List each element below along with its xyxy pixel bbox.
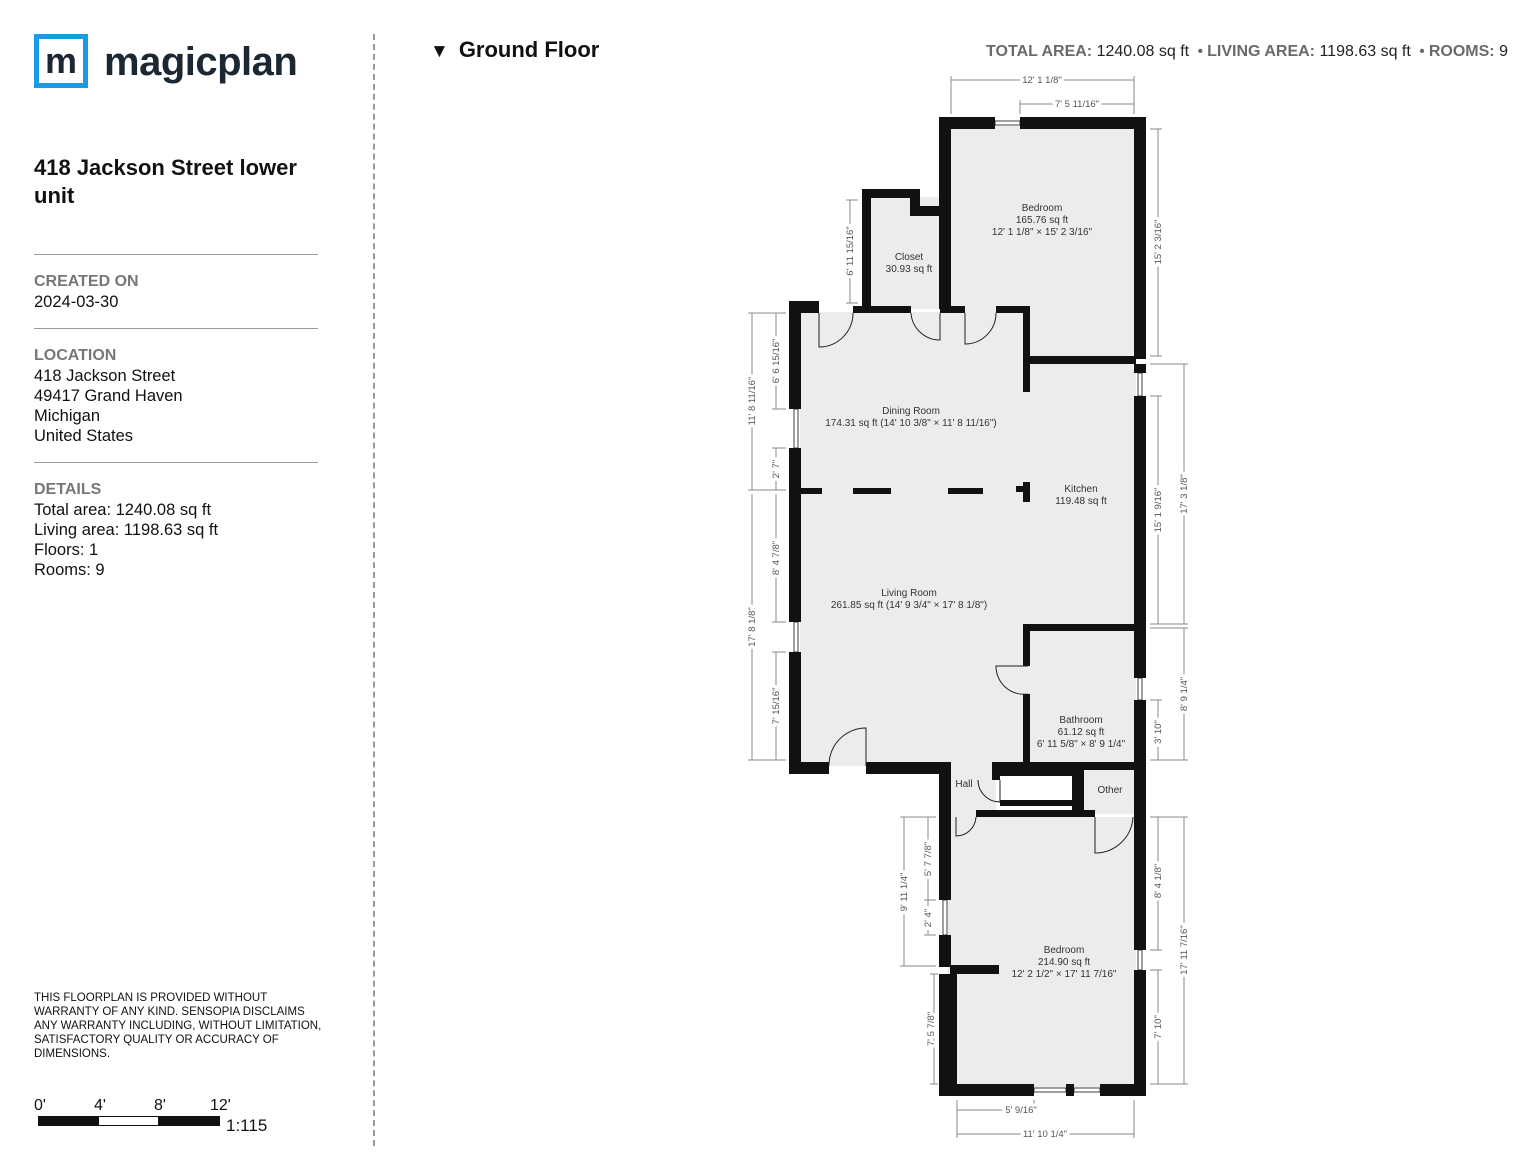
room-area: 214.90 sq ft <box>1037 957 1091 968</box>
window <box>1074 1088 1100 1092</box>
room-name: Hall <box>955 779 973 790</box>
window <box>1138 678 1142 700</box>
room-area: 261.85 sq ft (14' 9 3/4" × 17' 8 1/8") <box>830 600 988 611</box>
created-label: CREATED ON <box>34 273 139 290</box>
room-area: 119.48 sq ft <box>1055 496 1107 507</box>
wall <box>976 810 1095 817</box>
wall <box>939 935 951 967</box>
wall <box>789 301 801 409</box>
location-line: United States <box>34 427 134 445</box>
room-name: Bedroom <box>1021 203 1063 214</box>
scale-ratio: 1:115 <box>226 1116 268 1135</box>
dim-label: 7' 5 7/8" <box>926 1011 937 1047</box>
wall <box>939 762 951 820</box>
location-line: 49417 Grand Haven <box>34 387 183 405</box>
dim-label: 17' 11 7/16" <box>1179 925 1190 975</box>
wall <box>862 189 871 310</box>
wall <box>1134 700 1146 950</box>
floor-title-text: Ground Floor <box>458 37 600 62</box>
triangle-down-icon[interactable]: ▼ <box>430 41 449 62</box>
dim-label: 5' 7 7/8" <box>923 841 934 877</box>
room-dims: 12' 2 1/2" × 17' 11 7/16" <box>1011 969 1117 980</box>
wall <box>939 812 951 900</box>
wall <box>790 488 822 494</box>
wall <box>1100 1084 1146 1096</box>
location-label: LOCATION <box>34 347 117 364</box>
room-area: 165.76 sq ft <box>1015 215 1069 226</box>
separator-dot: • <box>1419 43 1425 60</box>
window <box>943 900 947 935</box>
wall <box>789 652 801 772</box>
dim-label: 12' 1 1/8" <box>1022 75 1062 86</box>
scale-tick: 12' <box>210 1097 231 1114</box>
wall <box>1028 356 1136 364</box>
living-area-label: LIVING AREA: <box>1207 43 1316 60</box>
room-fill-dining <box>800 312 1028 492</box>
wall <box>1134 396 1146 678</box>
room-name: Other <box>1097 785 1123 796</box>
scale-tick: 8' <box>154 1097 166 1114</box>
room-fill-bedroom-2 <box>948 817 1136 1087</box>
wall <box>992 762 1000 780</box>
rooms-value: 9 <box>1499 43 1508 60</box>
wall <box>866 762 951 774</box>
details-label: DETAILS <box>34 481 102 498</box>
dim-label: 6' 11 15/16" <box>845 226 856 276</box>
wall <box>789 762 829 774</box>
rooms-label: ROOMS: <box>1428 43 1495 60</box>
scale-tick: 4' <box>94 1097 106 1114</box>
dim-label: 7' 15/16" <box>771 687 782 725</box>
scale-tick: 0' <box>34 1097 46 1114</box>
total-area-label: TOTAL AREA: <box>986 43 1093 60</box>
details-line: Floors: 1 <box>34 541 99 559</box>
room-name: Living Room <box>881 588 937 599</box>
dim-label: 15' 2 3/16" <box>1153 219 1164 265</box>
wall <box>910 206 942 216</box>
wall <box>789 448 801 622</box>
location-line: 418 Jackson Street <box>34 367 176 385</box>
wall <box>940 306 965 313</box>
room-area: 61.12 sq ft <box>1057 727 1105 738</box>
wall <box>1134 117 1146 359</box>
window <box>1138 373 1142 396</box>
wall <box>950 965 999 974</box>
room-name: Closet <box>894 252 924 263</box>
dim-label: 3' 10" <box>1153 720 1164 744</box>
room-name: Kitchen <box>1064 484 1098 495</box>
wall <box>1023 624 1030 666</box>
wall <box>1023 306 1030 392</box>
details-line: Total area: 1240.08 sq ft <box>34 501 212 519</box>
room-fill-living <box>800 492 1028 766</box>
details-line: Rooms: 9 <box>34 561 105 579</box>
window <box>794 622 798 652</box>
created-value: 2024-03-30 <box>34 293 119 311</box>
dim-label: 5' 9/16" <box>1005 1105 1037 1116</box>
project-title: 418 Jackson Street lower unit <box>34 155 297 208</box>
wall <box>948 488 983 494</box>
living-area-value: 1198.63 sq ft <box>1319 43 1411 60</box>
room-name: Bedroom <box>1043 945 1085 956</box>
dim-label: 9' 11 1/4" <box>899 872 910 912</box>
logo-letter: m <box>44 40 77 81</box>
wall <box>1134 364 1146 373</box>
dim-label: 17' 8 1/8" <box>747 607 758 647</box>
wall <box>992 762 1142 770</box>
room-fill-kitchen <box>1028 364 1136 626</box>
dim-label: 8' 4 7/8" <box>771 540 782 576</box>
wall <box>1066 1084 1074 1096</box>
room-name: Dining Room <box>882 406 940 417</box>
room-name: Bathroom <box>1059 715 1103 726</box>
dim-label: 11' 10 1/4" <box>1022 1129 1068 1140</box>
disclaimer-text: THIS FLOORPLAN IS PROVIDED WITHOUT WARRANTY OF ANY KIND. SENSOPIA DISCLAIMS ANY WARRANTY INCLUDING, WITHOUT LIMITATION, SATISFACTORY QUALITY OR ACCURACY OF DIMENSIONS. <box>34 992 322 1060</box>
window <box>995 121 1020 125</box>
wall <box>1000 800 1084 806</box>
location-line: Michigan <box>34 407 101 425</box>
wall <box>1020 117 1146 129</box>
dim-label: 2' 7" <box>771 459 782 479</box>
window <box>794 409 798 448</box>
room-dims: 6' 11 5/8" × 8' 9 1/4" <box>1036 739 1126 750</box>
logo-wordmark: magicplan <box>104 40 298 84</box>
wall <box>853 488 891 494</box>
dim-label: 7' 5 11/16" <box>1054 99 1100 110</box>
wall <box>1023 694 1030 764</box>
dim-label: 11' 8 11/16" <box>747 376 758 426</box>
window <box>1138 950 1142 970</box>
dim-label: 17' 3 1/8" <box>1179 474 1190 514</box>
total-area-value: 1240.08 sq ft <box>1096 43 1190 60</box>
window <box>1034 1088 1066 1092</box>
dim-label: 8' 9 1/4" <box>1179 676 1190 712</box>
details-line: Living area: 1198.63 sq ft <box>34 521 219 539</box>
wall <box>1023 624 1136 631</box>
dim-label: 2' 4" <box>923 908 934 928</box>
dim-label: 15' 1 9/16" <box>1153 487 1164 533</box>
room-dims: 12' 1 1/8" × 15' 2 3/16" <box>991 227 1093 238</box>
wall <box>853 306 911 313</box>
room-area: 174.31 sq ft (14' 10 3/8" × 11' 8 11/16") <box>825 418 997 429</box>
dim-label: 6' 6 15/16" <box>771 338 782 384</box>
room-area: 30.93 sq ft <box>885 264 933 275</box>
wall <box>939 974 957 1096</box>
wall <box>939 1084 1034 1096</box>
separator-dot: • <box>1197 43 1204 60</box>
dim-label: 8' 4 1/8" <box>1153 863 1164 899</box>
wall <box>1134 970 1146 1096</box>
wall <box>1023 482 1030 502</box>
dim-label: 7' 10" <box>1153 1015 1164 1039</box>
wall <box>1000 770 1072 776</box>
